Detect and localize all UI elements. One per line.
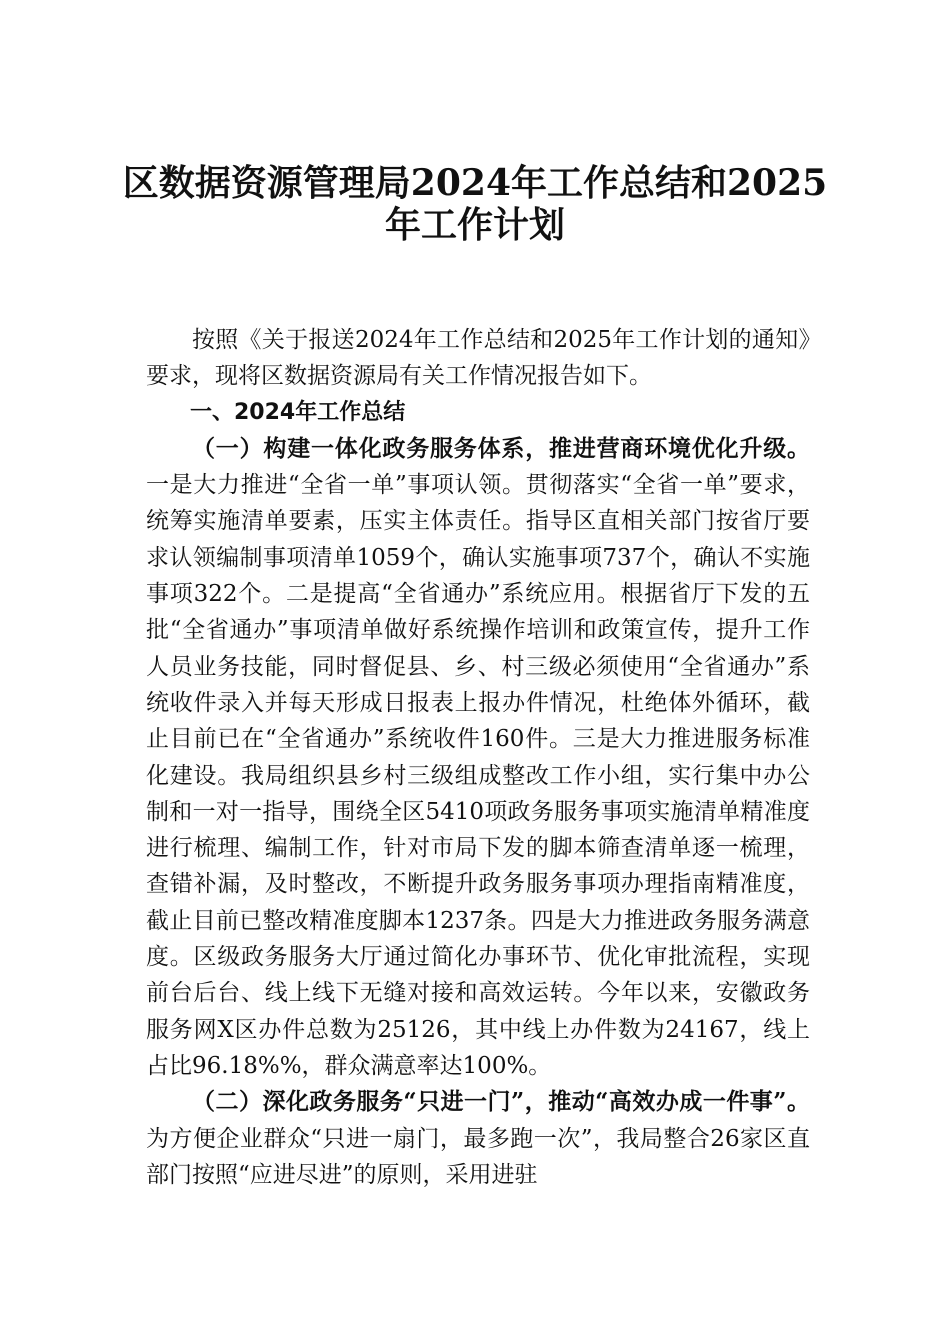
- paragraph-2: [146, 1084, 810, 1193]
- paragraph-1-body: 一是大力推进“全省一单”事项认领。贯彻落实“全省一单”要求，统筹实施清单要素，压实主体责任。指导区直相关部门按省厅要求认领编制事项清单1059个，确认实施事项737个，确认不实施事项322个。二是提高“全省通办”系统应用。根据省厅下发的五批“全省通办”事项清单做好系统操作培训和政策宣传，提升工作人员业务技能，同时督促县、乡、村三级必须使用“全省通办”系统收件录入并每天形成日报表上报办件情况，杜绝体外循环，截止目前已在“全省通办”系统收件160件。三是大力推进服务标准化建设。我局组织县乡村三级组成整改工作小组，实行集中办公制和一对一指导，围绕全区5410项政务服务事项实施清单精准度进行梳理、编制工作，针对市局下发的脚本筛查清单逐一梳理，查错补漏，及时整改，不断提升政务服务事项办理指南精准度，截止目前已整改精准度脚本1237条。四是大力推进政务服务满意度。区级政务服务大厅通过简化办事环节、优化审批流程，实现前台后台、线上线下无缝对接和高效运转。今年以来，安徽政务服务网X区办件总数为25126，其中线上办件数为24167，线上占比96.18%%，群众满意率达100%。: [146, 472, 810, 1079]
- paragraph-2-body: 为方便企业群众“只进一扇门，最多跑一次”，我局整合26家区直部门按照“应进尽进”的原则，采用进驻: [146, 1125, 810, 1188]
- intro-paragraph: 按照《关于报送2024年工作总结和2025年工作计划的通知》要求，现将区数据资源局有关工作情况报告如下。: [146, 327, 810, 390]
- section-heading-work-summary: 一、2024年工作总结: [190, 399, 406, 425]
- document-body: [146, 322, 810, 1193]
- paragraph-1: [146, 431, 810, 1084]
- document-title-line-2: 年工作计划: [384, 204, 565, 246]
- subsection-2-heading: （二）深化政务服务“只进一门”，推动“高效办成一件事”。: [192, 1088, 810, 1116]
- subsection-1-heading: （一）构建一体化政务服务体系，推进营商环境优化升级。: [192, 434, 810, 462]
- document-title-line-1: 区数据资源管理局2024年工作总结和2025: [122, 162, 828, 204]
